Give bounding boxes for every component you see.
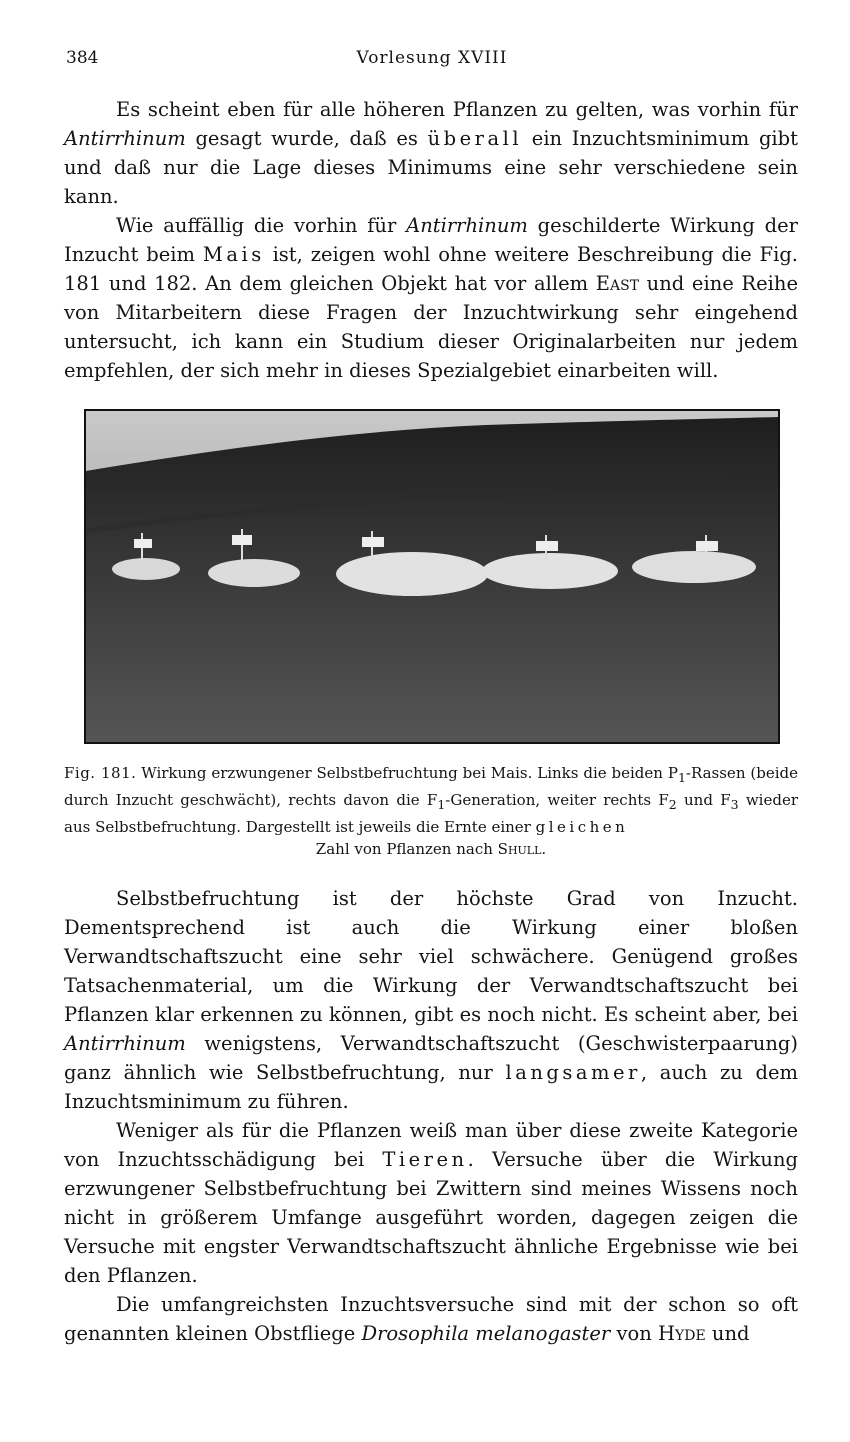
paragraph-1: Es scheint eben für alle höheren Pflanzen zu gelten, was vorhin für Antirrhinum gesagt wurde, daß es überall ein Inzuchtsminimum gibt und daß nur die Lage dieses Minimums eine sehr verschiedene sein kann. <box>64 98 798 208</box>
spaced-word: Tieren <box>382 1148 468 1171</box>
author-name: East <box>595 272 640 295</box>
italic-term: Antirrhinum <box>64 1032 186 1055</box>
figure-label: Fig. 181. <box>64 764 137 782</box>
caption-last-line: Zahl von Pflanzen nach Shull. <box>315 840 547 858</box>
paragraph-4: Weniger als für die Pflanzen weiß man über diese zweite Kategorie von Inzuchtsschädigung bei Tieren. Versuche über die Wirkung erzwungener Selbstbefruchtung bei Zwittern sind meines Wissens noch nicht in größerem Umfange ausgeführt worden, dagegen zeigen die Versuche mit engster Verwandtschaftszucht ähnliche Ergebnisse wie bei den Pflanzen. <box>64 1119 798 1287</box>
paragraph-3: Selbstbefruchtung ist der höchste Grad von Inzucht. Dementsprechend ist auch die Wirkung einer bloßen Verwandtschaftszucht eine sehr viel schwächere. Genügend großes Tatsachenmaterial, um die Wirkung der Verwandtschaftszucht bei Pflanzen klar erkennen zu können, gibt es noch nicht. Es scheint aber, bei Antirrhinum wenigstens, Verwandtschaftszucht (Geschwisterpaarung) ganz ähnlich wie Selbstbefruchtung, nur langsamer, auch zu dem Inzuchtsminimum zu führen. <box>64 887 798 1113</box>
spaced-word: gleichen <box>535 818 629 836</box>
text-block-bottom <box>64 884 798 1348</box>
maize-harvest-photo <box>86 411 778 742</box>
figure-caption <box>64 762 798 860</box>
page-header <box>66 48 798 74</box>
spaced-word: überall <box>427 127 523 150</box>
page-number: 384 <box>66 48 99 68</box>
paragraph-5: Die umfangreichsten Inzuchtsversuche sind mit der schon so oft genannten kleinen Obstfliege Drosophila melanogaster von Hyde und <box>64 1293 798 1345</box>
italic-term: Drosophila melanogaster <box>361 1322 611 1345</box>
author-name: Hyde <box>657 1322 706 1345</box>
paragraph-2: Wie auffällig die vorhin für Antirrhinum geschilderte Wirkung der Inzucht beim Mais ist, zeigen wohl ohne weitere Beschreibung die Fig. 181 und 182. An dem gleichen Objekt hat vor allem East und eine Reihe von Mitarbeitern diese Fragen der Inzuchtwirkung sehr eingehend untersucht, ich kann ein Studium dieser Originalarbeiten nur jedem empfehlen, der sich mehr in dieses Spezialgebiet einarbeiten will. <box>64 214 799 382</box>
italic-term: Antirrhinum <box>406 214 528 237</box>
running-title: Vorlesung XVIII <box>356 48 508 68</box>
italic-term: Antirrhinum <box>64 127 186 150</box>
author-name: Shull <box>497 840 542 858</box>
figure-181-photo <box>84 409 780 744</box>
spaced-word: langsamer <box>505 1061 641 1084</box>
text-block-top <box>64 95 798 385</box>
caption-text: Fig. 181. Wirkung erzwungener Selbstbefruchtung bei Mais. Links die beiden $P_1$-Rassen (beide durch Inzucht geschwächt), rechts davon die $F_1$-Generation, weiter rechts $F_2$ und $F_3$ wieder aus Selbstbefruchtung. Dargestellt ist jeweils die Ernte einer gleichen <box>64 764 798 836</box>
spaced-word: Mais <box>202 243 265 266</box>
